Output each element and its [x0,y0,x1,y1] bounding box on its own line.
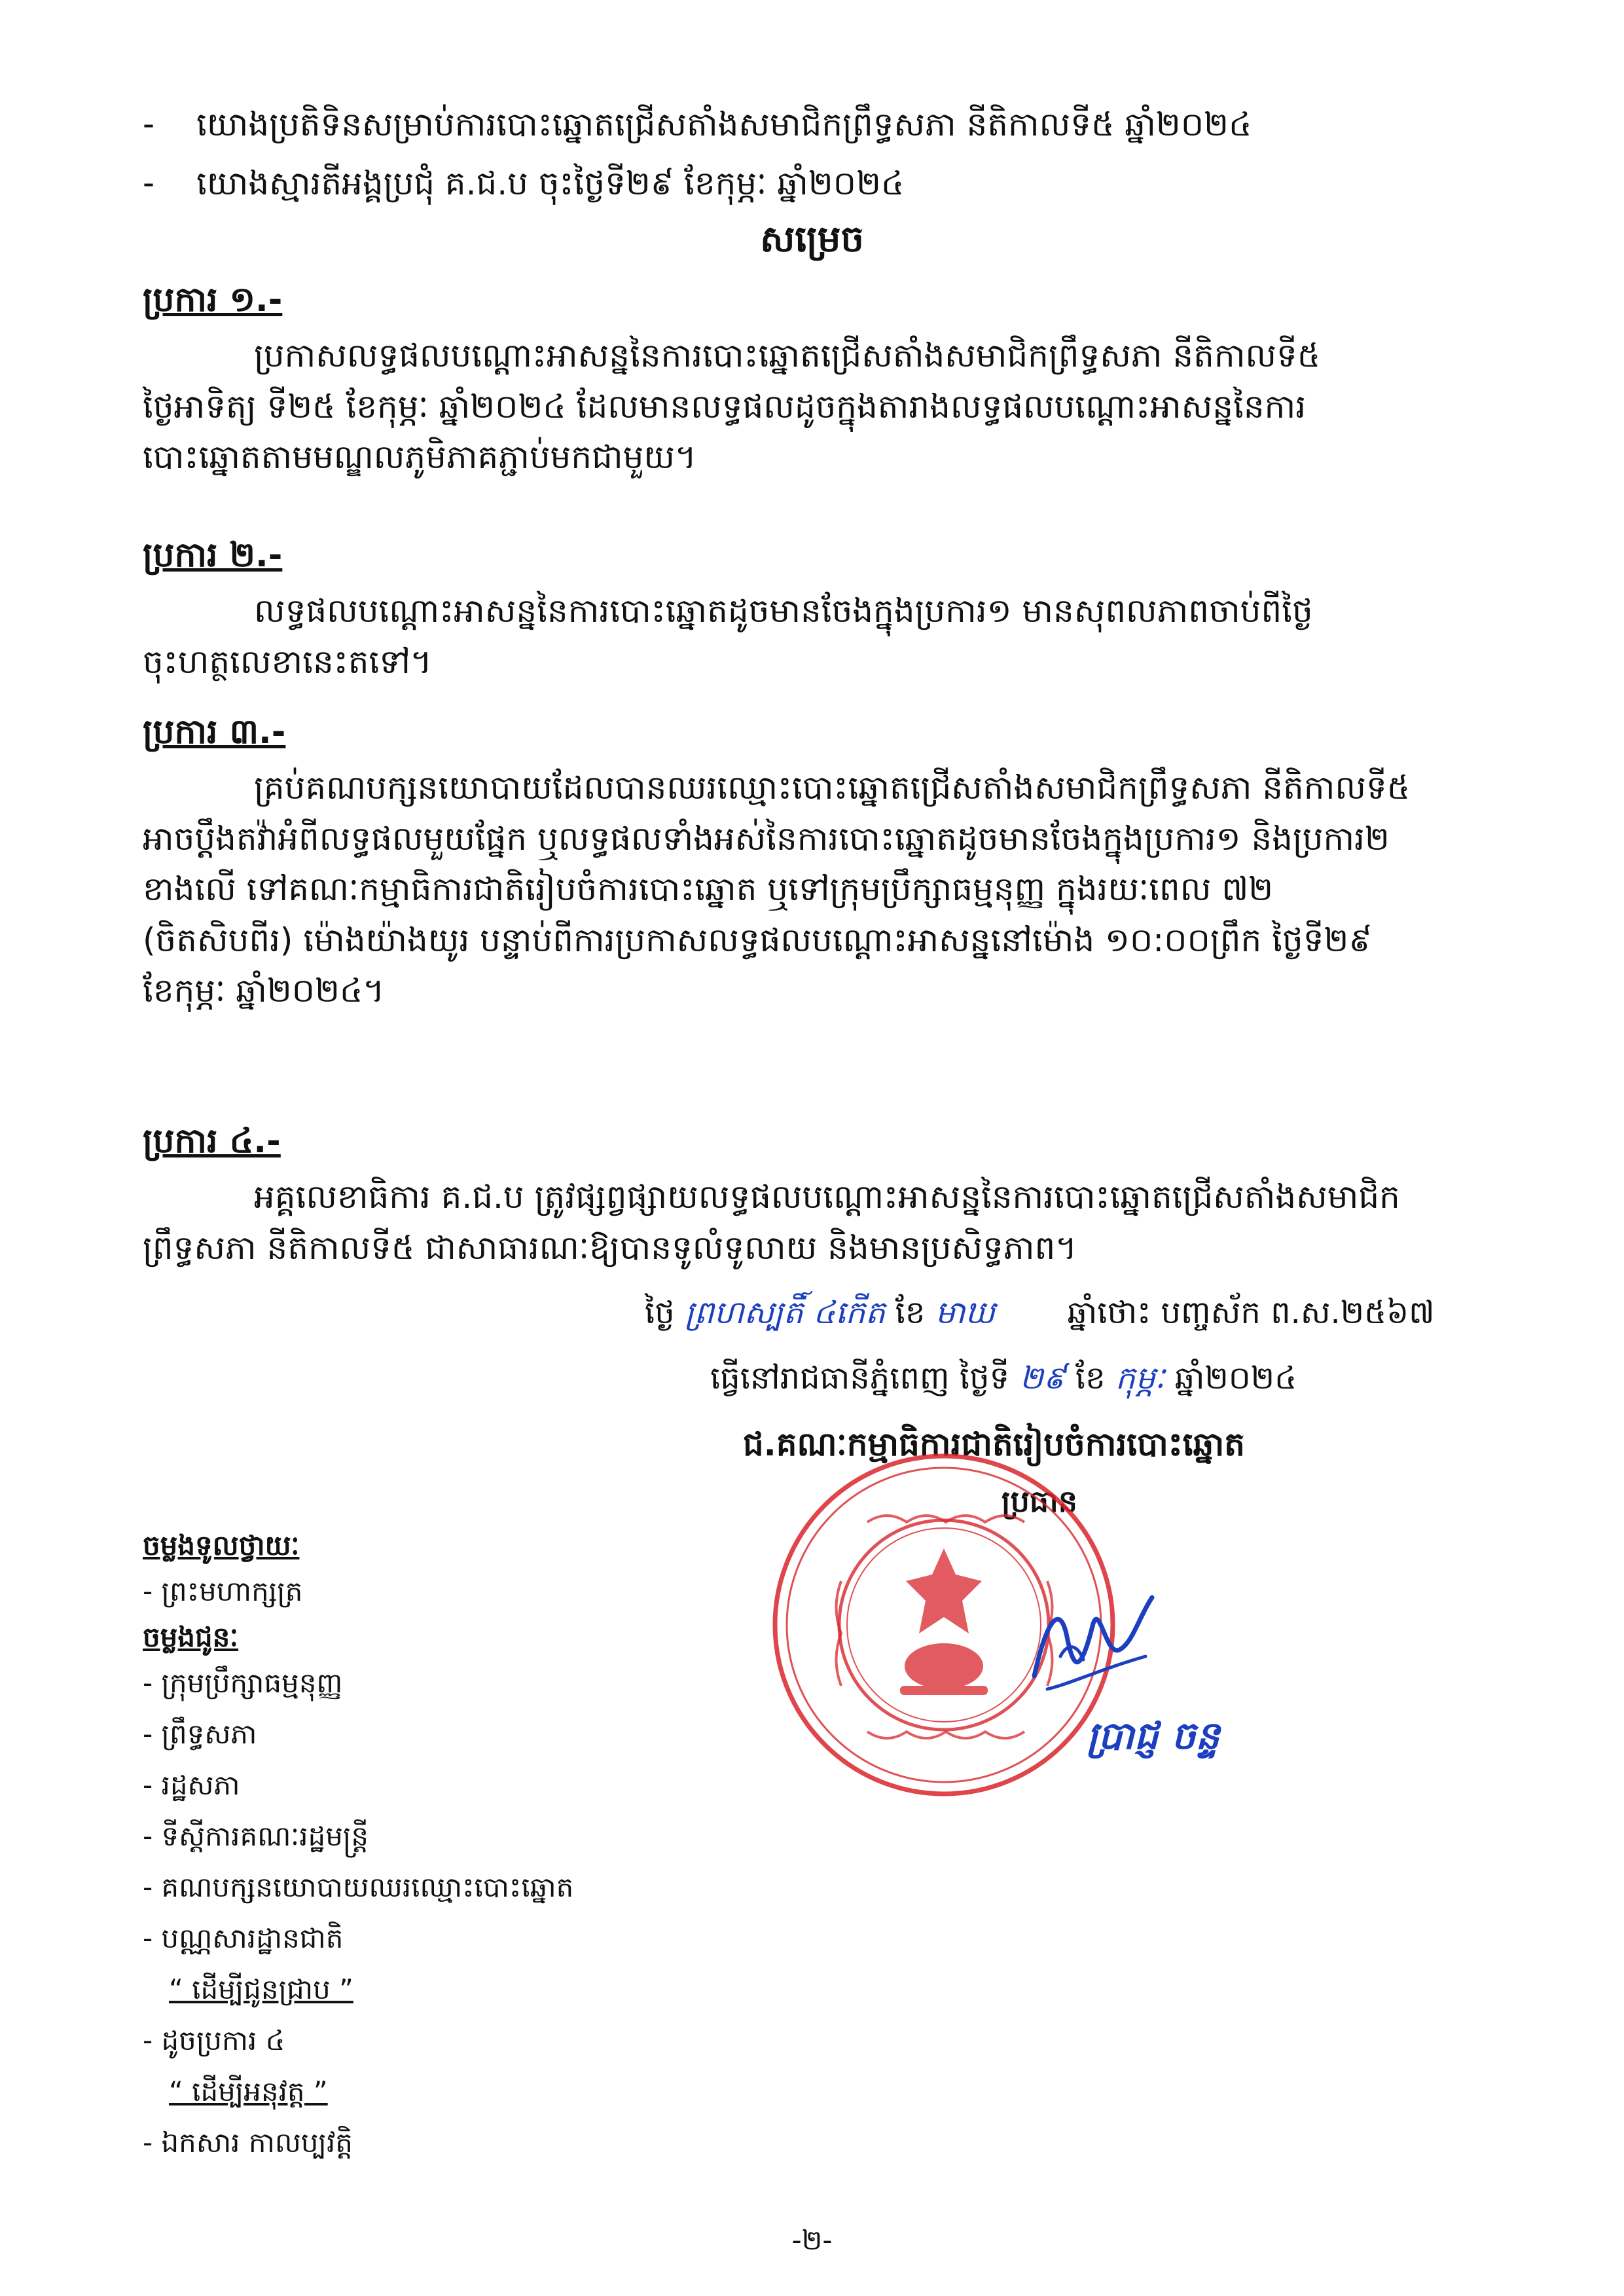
article-1-line-2: ថ្ងៃអាទិត្យ ទី២៥ ខែកុម្ភៈ ឆ្នាំ២០២៤ ដែលមានលទ្ធផលដូចក្នុងតារាងលទ្ធផលបណ្ដោះអាសន្ននៃការ [143,387,1307,426]
article-4-heading: ប្រការ ៤.- [143,1121,281,1161]
article-4-line-2: ព្រឹទ្ធសភា នីតិកាលទី៥ ជាសាធារណៈឱ្យបានទូលំទូលាយ និងមានប្រសិទ្ធភាព។ [143,1228,1077,1267]
reference-2-text: យោងស្មារតីអង្គប្រជុំ គ.ជ.ប ចុះថ្ងៃទី២៩ ខែកុម្ភៈ ឆ្នាំ២០២៤ [196,164,905,202]
article-3-line-4: (ចិតសិបពីរ) ម៉ោងយ៉ាងយូរ បន្ទាប់ពីការប្រកាសលទ្ធផលបណ្ដោះអាសន្ននៅម៉ោង ១០:០០ព្រឹក ថ្ងៃទី២៩ [143,920,1372,959]
recipient-note: “ ដើម្បីអនុវត្ត ” [169,2075,328,2107]
recipients-send-heading: ចម្លងជូនៈ [143,1621,239,1653]
article-1-line-1: ប្រកាសលទ្ធផលបណ្ដោះអាសន្ននៃការបោះឆ្នោតជ្រើសតាំងសមាជិកព្រឹទ្ធសភា នីតិកាលទី៥ [254,337,1321,374]
article-2-heading: ប្រការ ២.- [143,536,283,575]
article-1-line-3: បោះឆ្នោតតាមមណ្ឌលភូមិភាគភ្ជាប់មកជាមួយ។ [143,438,696,476]
recipient-item: - បណ្ណសារដ្ឋានជាតិ [143,1922,344,1954]
page-number: -២- [791,2224,833,2256]
solar-year: ឆ្នាំ២០២៤ [1174,1360,1297,1396]
reference-2-dash: - [143,164,155,202]
article-3-body [143,763,1485,1017]
recipient-item: - ដូចប្រការ ៤ [143,2024,285,2056]
article-3-line-2: អាចប្ដឹងតវ៉ាអំពីលទ្ធផលមួយផ្នែក ឬលទ្ធផលទាំងអស់នៃការបោះឆ្នោតដូចមានចែងក្នុងប្រការ១ និងប្រការ២ [143,819,1390,858]
article-1-body [143,331,1485,483]
decision-title: សម្រេច [760,218,864,261]
recipient-note: “ ដើម្បីជូនជ្រាប ” [169,1973,353,2005]
solar-date-line [710,1358,1297,1404]
recipient-item: - ទីស្ដីការគណៈរដ្ឋមន្ត្រី [143,1820,369,1852]
lunar-month-handwritten: មាឃ [935,1294,995,1331]
article-3-line-1: គ្រប់គណបក្សនយោបាយដែលបានឈរឈ្មោះបោះឆ្នោតជ្រើសតាំងសមាជិកព្រឹទ្ធសភា នីតិកាលទី៥ [254,769,1411,807]
recipient-item: - ព្រឹទ្ធសភា [143,1718,257,1750]
solar-month-label: ខែ [1075,1360,1106,1396]
reference-1-dash: - [143,105,155,143]
solar-date-prefix: ធ្វើនៅរាជធានីភ្នំពេញ ថ្ងៃទី [710,1360,1010,1396]
article-1-heading: ប្រការ ១.- [143,280,283,319]
article-3-heading: ប្រការ ៣.- [143,712,286,752]
lunar-year: ឆ្នាំថោះ បញ្ចស័ក ព.ស.២៥៦៧ [1067,1294,1435,1331]
recipient-item: - ព្រះមហាក្សត្រ [143,1575,303,1607]
recipient-item: - ឯកសារ កាលប្បវត្តិ [143,2126,353,2159]
recipients-block [143,1529,574,2180]
article-4-line-1: អគ្គលេខាធិការ គ.ជ.ប ត្រូវផ្សព្វផ្សាយលទ្ធផលបណ្ដោះអាសន្ននៃការបោះឆ្នោតជ្រើសតាំងសមាជិក [254,1178,1400,1216]
recipient-item: - ក្រុមប្រឹក្សាធម្មនុញ្ញ [143,1667,343,1699]
article-3-line-3: ខាងលើ ទៅគណៈកម្មាធិការជាតិរៀបចំការបោះឆ្នោត ឬទៅក្រុមប្រឹក្សាធម្មនុញ្ញ ក្នុងរយៈពេល ៧២ [143,870,1274,908]
article-2-line-1: លទ្ធផលបណ្ដោះអាសន្ននៃការបោះឆ្នោតដូចមានចែងក្នុងប្រការ១ មានសុពលភាពចាប់ពីថ្ងៃ [254,592,1313,630]
recipient-item: - រដ្ឋសភា [143,1769,240,1801]
article-2-body [143,586,1485,687]
recipients-receive-heading: ចម្លងទូលថ្វាយៈ [143,1529,300,1561]
article-2-line-2: ចុះហត្ថលេខានេះតទៅ។ [143,642,432,681]
lunar-date-line [645,1293,1434,1339]
position-title: ប្រធាន [1001,1484,1077,1519]
organization-name: ជ.គណៈកម្មាធិការជាតិរៀបចំការបោះឆ្នោត [743,1425,1245,1463]
signature-icon [1021,1578,1159,1709]
reference-1-text: យោងប្រតិទិនសម្រាប់ការបោះឆ្នោតជ្រើសតាំងសមាជិកព្រឹទ្ធសភា នីតិកាលទី៥ ឆ្នាំ២០២៤ [196,105,1252,143]
solar-month-handwritten: កុម្ភៈ [1115,1360,1165,1396]
solar-day-handwritten: ២៩ [1019,1360,1066,1396]
article-4-body [143,1172,1485,1273]
article-3-line-5: ខែកុម្ភៈ ឆ្នាំ២០២៤។ [143,972,385,1010]
recipient-item: - គណបក្សនយោបាយឈរឈ្មោះបោះឆ្នោត [143,1871,574,1903]
signatory-name: ប្រាជ្ញ ចន្ទ [1087,1713,1220,1758]
lunar-day-handwritten: ព្រហស្បតិ៍ ៤កើត [684,1294,886,1331]
lunar-date-prefix: ថ្ងៃ [645,1294,675,1331]
lunar-month-label: ខែ [895,1294,926,1331]
